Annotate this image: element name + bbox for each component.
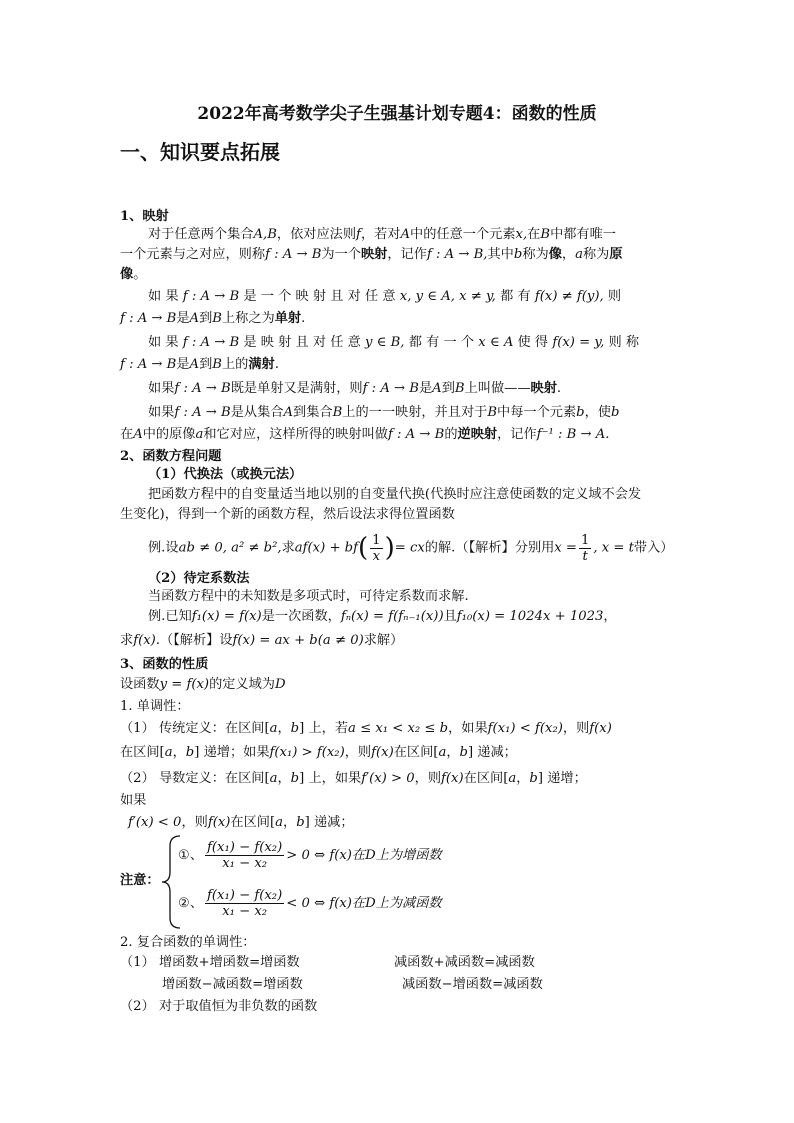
note-increasing: ①、 $\frac{\text{f(x₁) − f(x₂)}}{\text{x₁ − x₂}}$ > 0 ⇔ f(x)在D上为增函数	[178, 840, 442, 871]
paragraph-line: 如 果 f : A → B 是 一 个 映 射 且 对 任 意 x, y ∈ A, x ≠ y, 都 有 f(x) ≠ f(y), 则	[148, 289, 622, 304]
example-line: 求f(x).（【解析】设f(x) = ax + b(a ≠ 0)求解）	[120, 633, 404, 648]
paragraph-line: 在A中的原像a和它对应，这样所得的映射叫做f : A → B的逆映射，记作f⁻¹ : B → A.	[120, 427, 610, 442]
paragraph-line: 设函数y = f(x)的定义域为D	[120, 677, 286, 692]
mapping-heading: 1、映射	[120, 209, 169, 224]
rule-line: 减函数+减函数=减函数	[394, 955, 535, 970]
paragraph-line: 把函数方程中的自变量适当地以别的自变量代换(代换时应注意使函数的定义域不会发	[148, 487, 642, 502]
function-properties-heading: 3、函数的性质	[120, 657, 209, 672]
monotonicity-heading: 1. 单调性：	[120, 699, 190, 714]
composite-monotonicity-heading: 2. 复合函数的单调性：	[120, 935, 256, 950]
paragraph-line: 如果f : A → B既是单射又是满射，则f : A → B是A到B上叫做——映射.	[148, 381, 562, 396]
paragraph-line: （2） 对于取值恒为非负数的函数	[120, 999, 318, 1014]
paragraph-line: 如果	[120, 793, 147, 808]
paragraph-line: f′(x) < 0，则f(x)在区间[a，b] 递减；	[128, 815, 354, 830]
rule-line: 减函数−增函数=减函数	[402, 977, 543, 992]
undetermined-coeff-heading: （2）待定系数法	[148, 571, 250, 586]
functional-equation-heading: 2、函数方程问题	[120, 449, 222, 464]
paragraph-line: 如 果 f : A → B 是 映 射 且 对 任 意 y ∈ B, 都 有 一 个 x ∈ A 使 得 f(x) = y, 则 称	[148, 335, 640, 350]
rule-line: （1） 增函数+增函数=增函数	[120, 955, 300, 970]
note-decreasing: ②、 $\frac{\text{f(x₁) − f(x₂)}}{\text{x₁ − x₂}}$ < 0 ⇔ f(x)在D上为减函数	[178, 888, 442, 919]
paragraph-line: 当函数方程中的未知数是多项式时，可待定系数而求解.	[148, 589, 469, 604]
paragraph-line: 生变化)，得到一个新的函数方程，然后设法求得位置函数	[120, 507, 455, 522]
paragraph-line: 对于任意两个集合A,B，依对应法则f，若对A中的任意一个元素x,在B中都有唯一	[148, 227, 616, 242]
section-heading-knowledge: 一、知识要点拓展	[120, 140, 280, 164]
paragraph-line: 一个元素与之对应，则称f : A → B为一个映射，记作f : A → B,其中b称为像，a称为原	[120, 247, 623, 262]
paragraph-line: （2） 导数定义：在区间[a，b] 上，如果f′(x) > 0，则f(x)在区间[a，b] 递增；	[120, 771, 587, 786]
example-line: 例.设ab ≠ 0, a² ≠ b²,求af(x) + bf( $\frac{1}{x}$ )= cx的解.（【解析】分别用x = $\frac{1}{t}$ , x = t带入）	[148, 532, 674, 564]
note-label: 注意：	[120, 873, 160, 888]
example-line: 例.已知f₁(x) = f(x)是一次函数，fₙ(x) = f(fₙ₋₁(x))且f₁₀(x) = 1024x + 1023，	[148, 609, 617, 624]
rule-line: 增函数−减函数=增函数	[162, 977, 303, 992]
paragraph-line: 如果f : A → B是从集合A到集合B上的一一映射，并且对于B中每一个元素b，使b	[148, 405, 620, 420]
paragraph-line: 在区间[a，b] 递增；如果f(x₁) > f(x₂)，则f(x)在区间[a，b] 递减；	[120, 745, 517, 760]
paragraph-line: f : A → B是A到B上称之为单射.	[120, 311, 306, 326]
page-title: 2022年高考数学尖子生强基计划专题4：函数的性质	[197, 104, 597, 124]
paragraph-line: （1） 传统定义：在区间[a，b] 上，若a ≤ x₁ < x₂ ≤ b，如果f(x₁) < f(x₂)，则f(x)	[120, 721, 612, 736]
paragraph-line: f : A → B是A到B上的满射.	[120, 357, 279, 372]
substitution-method-heading: （1）代换法（或换元法）	[148, 467, 303, 482]
paragraph-line: 像。	[120, 267, 147, 282]
